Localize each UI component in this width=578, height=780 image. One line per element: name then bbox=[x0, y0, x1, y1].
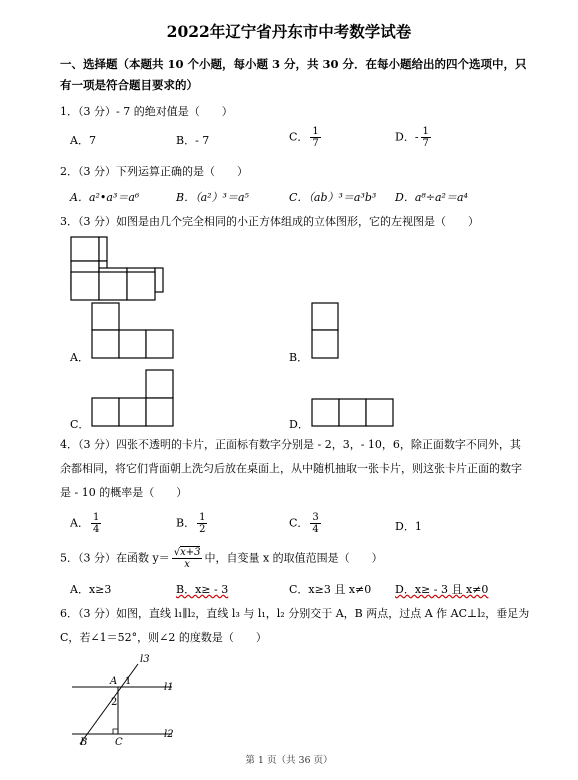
q5-option-a: A．x≥3 bbox=[70, 583, 112, 596]
q4-option-c-prefix: C． bbox=[289, 516, 309, 530]
q4-option-a-fraction bbox=[91, 512, 101, 535]
section-heading: 一、选择题（本题共 10 个小题，每小题 3 分，共 30 分．在每小题给出的四个选项中，只有一项是符合题目要求的） bbox=[60, 57, 527, 92]
numerator: 1 bbox=[312, 126, 319, 137]
label-point-c: C bbox=[115, 737, 123, 748]
q1-option-c-fraction bbox=[310, 126, 320, 149]
q4-option-b-fraction bbox=[197, 512, 207, 535]
q2-option-b: B．（a²）³＝a⁵ bbox=[176, 191, 249, 204]
question-1-stem: 1．（3 分）- 7 的绝对值是（ ） bbox=[60, 105, 233, 118]
q3-option-d-label: D． bbox=[289, 418, 309, 431]
q4-option-c bbox=[289, 512, 323, 535]
label-point-b: B bbox=[80, 737, 88, 748]
q5-stem-prefix: 5．（3 分）在函数 y＝ bbox=[60, 551, 170, 565]
label-angle-1: 1 bbox=[125, 676, 132, 687]
question-2-stem: 2．（3 分）下列运算正确的是（ ） bbox=[60, 165, 248, 178]
q1-option-c-prefix: C． bbox=[289, 130, 309, 144]
q4-option-b bbox=[176, 512, 209, 535]
question-6-stem: 6．（3 分）如图，直线 l₁∥l₂，直线 l₃ 与 l₁，l₂ 分别交于 A，B 两点，过点 A 作 AC⊥l₂，垂足为 C，若∠1＝52°，则∠2 的度数是（ ） bbox=[60, 607, 530, 644]
q2-option-d: D．a⁸÷a²＝a⁴ bbox=[395, 191, 468, 204]
denominator: 4 bbox=[92, 524, 100, 535]
numerator: 1 bbox=[92, 512, 100, 523]
denominator: 7 bbox=[312, 138, 319, 149]
q3-option-b-figure bbox=[311, 302, 341, 360]
q1-option-c bbox=[289, 126, 323, 149]
q1-option-d-prefix: D．- bbox=[395, 130, 419, 144]
denominator: 4 bbox=[312, 524, 319, 535]
label-point-a: A bbox=[110, 676, 118, 687]
label-l2: l2 bbox=[164, 729, 174, 740]
label-l3: l3 bbox=[140, 654, 150, 665]
q1-option-d-fraction bbox=[421, 126, 431, 149]
q1-option-a: A．7 bbox=[70, 134, 96, 147]
q3-option-a-label: A． bbox=[70, 351, 89, 364]
radicand: x+3 bbox=[180, 547, 201, 558]
q3-option-a-figure bbox=[91, 302, 201, 360]
question-4-stem: 4．（3 分）四张不透明的卡片，正面标有数字分别是 - 2，3，- 10，6，除正面数字不同外，其余都相同，将它们背面朝上洗匀后放在桌面上，从中随机抽取一张卡片，则这张卡片正面的数字是 - 10 的概率是（ ） bbox=[60, 438, 522, 499]
q4-option-d: D．1 bbox=[395, 520, 422, 533]
numerator: 1 bbox=[199, 512, 206, 523]
q1-option-d bbox=[395, 126, 433, 149]
q4-option-c-fraction bbox=[310, 512, 320, 535]
denominator: 2 bbox=[199, 524, 206, 535]
q2-option-a: A．a²•a³＝a⁶ bbox=[70, 191, 140, 204]
numerator: 1 bbox=[422, 126, 429, 137]
label-l1: l1 bbox=[164, 682, 174, 693]
q3-option-c-label: C． bbox=[70, 418, 90, 431]
q5-stem-suffix: 中，自变量 x 的取值范围是（ ） bbox=[204, 551, 383, 565]
q4-option-b-prefix: B． bbox=[176, 516, 196, 530]
label-angle-2: 2 bbox=[111, 697, 118, 708]
numerator: 3 bbox=[312, 512, 319, 523]
question-3-stem: 3．（3 分）如图是由几个完全相同的小正方体组成的立体图形，它的左视图是（ ） bbox=[60, 215, 479, 228]
denominator: 7 bbox=[422, 138, 429, 149]
numerator: √x+3 bbox=[173, 547, 201, 558]
q3-option-c-figure bbox=[91, 369, 177, 429]
page-footer: 第 1 页（共 36 页） bbox=[245, 755, 333, 766]
q1-option-b: B．- 7 bbox=[176, 134, 210, 147]
denominator: x bbox=[184, 559, 190, 570]
question-5-stem bbox=[60, 547, 383, 570]
page-title: 2022年辽宁省丹东市中考数学试卷 bbox=[166, 22, 412, 41]
q3-solid-figure bbox=[70, 236, 170, 302]
q2-option-c: C．（ab）³＝a³b³ bbox=[289, 191, 377, 204]
q3-option-b-label: B． bbox=[289, 351, 309, 364]
q4-option-a-prefix: A． bbox=[70, 516, 89, 530]
q5-option-b: B．x≥ - 3 bbox=[176, 583, 229, 596]
q4-option-a bbox=[70, 512, 103, 535]
q5-option-c: C．x≥3 且 x≠0 bbox=[289, 583, 372, 596]
q3-option-d-figure bbox=[311, 398, 397, 428]
q5-option-d: D．x≥ - 3 且 x≠0 bbox=[395, 583, 489, 596]
q5-function-fraction bbox=[172, 547, 203, 570]
